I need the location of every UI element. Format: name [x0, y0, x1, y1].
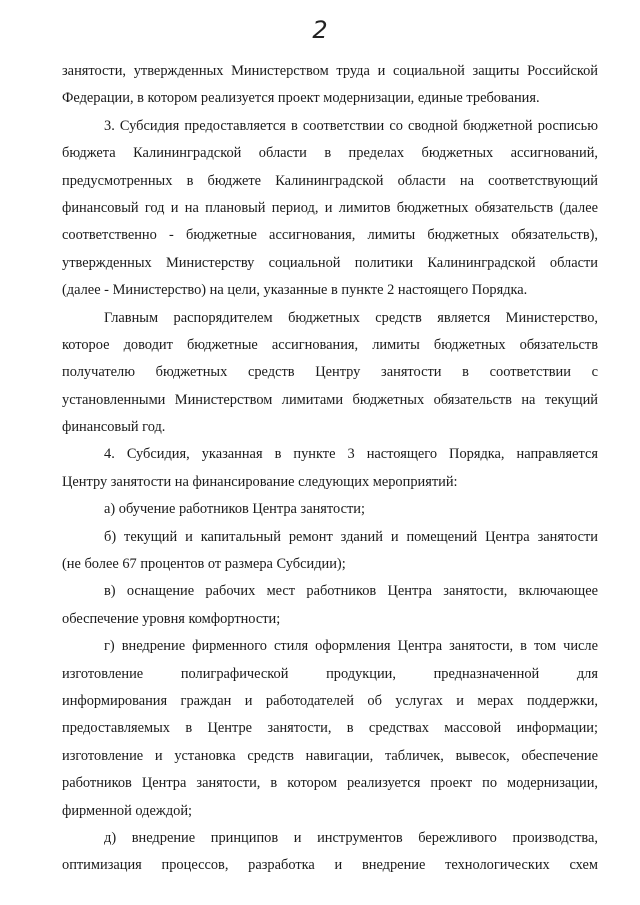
document-body: [62, 58, 598, 880]
text-line: д) внедрение принципов и инструментов бережливого производства,: [104, 829, 598, 846]
text-line: утвержденных Министерству социальной политики Калининградской области: [62, 254, 598, 271]
text-line: 3. Субсидия предоставляется в соответствии со сводной бюджетной росписью: [104, 117, 598, 134]
text-line: а) обучение работников Центра занятости;: [104, 501, 365, 518]
text-line: соответственно - бюджетные ассигнования, лимиты бюджетных обязательств),: [62, 227, 598, 244]
text-line: получателю бюджетных средств Центру занятости в соответствии с: [62, 364, 598, 381]
text-line: бюджета Калининградской области в пределах бюджетных ассигнований,: [62, 145, 598, 162]
text-line: которое доводит бюджетные ассигнования, лимиты бюджетных обязательств: [62, 336, 598, 353]
text-line: изготовление и установка средств навигации, табличек, вывесок, обеспечение: [62, 747, 598, 764]
page-number: 2: [312, 16, 328, 44]
text-line: (не более 67 процентов от размера Субсидии);: [62, 556, 346, 573]
text-line: установленными Министерством лимитами бюджетных обязательств на текущий: [62, 391, 598, 408]
text-line: финансовый год и на плановый период, и лимитов бюджетных обязательств (далее: [62, 199, 598, 216]
text-line: предоставляемых в Центре занятости, в средствах массовой информации;: [62, 720, 598, 737]
text-line: Федерации, в котором реализуется проект модернизации, единые требования.: [62, 90, 540, 107]
text-line: Главным распорядителем бюджетных средств является Министерство,: [104, 309, 598, 326]
text-line: финансовый год.: [62, 419, 166, 436]
text-line: 4. Субсидия, указанная в пункте 3 настоящего Порядка, направляется: [104, 446, 598, 463]
text-line: работников Центра занятости, в котором реализуется проект по модернизации,: [62, 775, 598, 792]
text-line: обеспечение уровня комфортности;: [62, 610, 281, 627]
text-line: в) оснащение рабочих мест работников Центра занятости, включающее: [104, 583, 598, 600]
text-line: занятости, утвержденных Министерством труда и социальной защиты Российской: [62, 63, 598, 79]
text-line: оптимизация процессов, разработка и внедрение технологических схем: [62, 857, 598, 874]
text-line: г) внедрение фирменного стиля оформления Центра занятости, в том числе: [104, 638, 598, 655]
text-line: предусмотренных в бюджете Калининградской области на соответствующий: [62, 172, 598, 189]
text-line: Центру занятости на финансирование следующих мероприятий:: [62, 473, 458, 490]
text-line: б) текущий и капитальный ремонт зданий и помещений Центра занятости: [104, 528, 598, 545]
text-line: информирования граждан и работодателей об услугах и мерах поддержки,: [62, 692, 598, 709]
text-line: (далее - Министерство) на цели, указанные в пункте 2 настоящего Порядка.: [62, 282, 528, 299]
text-line: изготовление полиграфической продукции, предназначенной для: [62, 665, 598, 682]
text-line: фирменной одеждой;: [62, 802, 193, 819]
